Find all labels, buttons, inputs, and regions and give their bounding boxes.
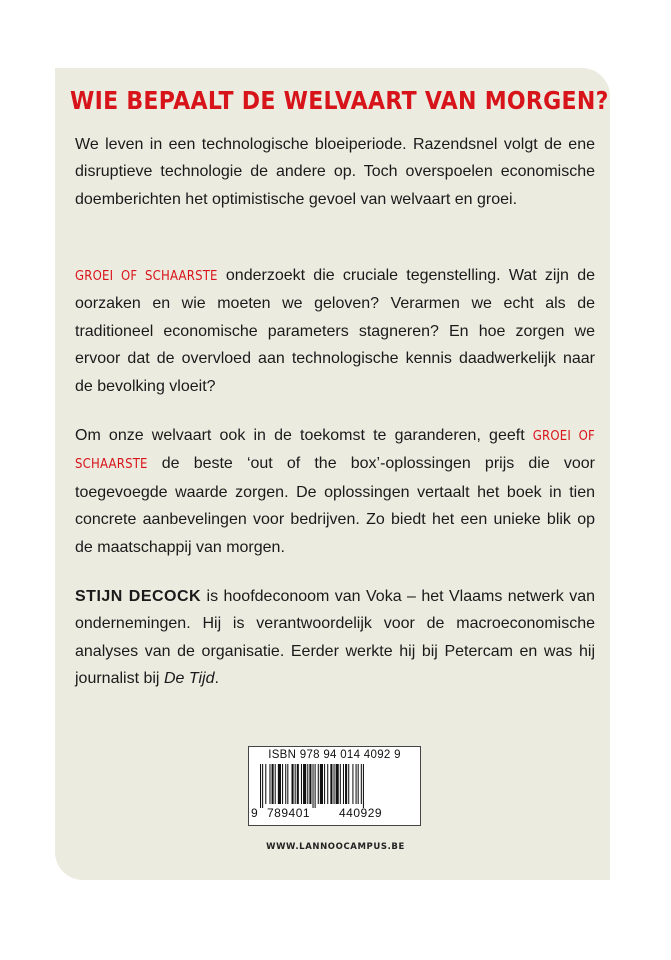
barcode-bar bbox=[265, 764, 266, 804]
barcode-bar bbox=[336, 764, 339, 804]
barcode-bar bbox=[282, 764, 283, 804]
barcode-bar bbox=[309, 764, 311, 804]
publisher-website: WWW.LANNOOCAMPUS.BE bbox=[266, 842, 405, 852]
author-bio-text: is hoofdeconoom van Voka – het Vlaams netwerk van ondernemingen. Hij is verantwoordelijk voor de macroeconomische analyses van de organisatie. Eerder werkte hij bij Petercam en was hij journalist bij bbox=[75, 588, 596, 688]
barcode-bar bbox=[330, 764, 332, 804]
barcode-bar bbox=[356, 764, 357, 804]
barcode-bar bbox=[285, 764, 286, 804]
barcode-left-digits: 789401 bbox=[267, 806, 311, 820]
barcode-bar bbox=[313, 764, 314, 808]
barcode-bar bbox=[260, 764, 261, 808]
barcode-bars bbox=[260, 764, 410, 808]
headline: WIE BEPAALT DE WELVAART VAN MORGEN? bbox=[70, 86, 609, 115]
barcode-bar bbox=[320, 764, 323, 804]
newspaper-name: De Tijd bbox=[163, 670, 215, 688]
barcode-bar bbox=[315, 764, 316, 808]
intro-paragraph: We leven in een technologische bloeiperiode. Razendsnel volgt de ene disruptieve technologie de andere op. Toch overspoelen economische doemberichten het optimistische gevoel van welvaart en groei. bbox=[75, 136, 595, 208]
author-bio-paragraph bbox=[75, 583, 595, 693]
barcode-bar bbox=[275, 764, 276, 804]
barcode-lead-digit: 9 bbox=[251, 806, 259, 820]
barcode-bar bbox=[334, 764, 335, 804]
barcode-bar bbox=[278, 764, 281, 804]
question-paragraph bbox=[75, 262, 595, 400]
barcode-bar bbox=[272, 764, 274, 804]
barcode-bar bbox=[361, 764, 362, 804]
barcode-bar bbox=[352, 764, 353, 804]
solutions-paragraph bbox=[75, 422, 595, 561]
barcode-bar bbox=[348, 764, 349, 804]
barcode-bar bbox=[324, 764, 325, 804]
barcode-bar bbox=[295, 764, 296, 804]
barcode-bar bbox=[327, 764, 328, 804]
solutions-text-after: de beste ‘out of the box’-oplossingen prijs die voor toegevoegde waarde zorgen. De oplossingen vertaalt het boek in tien concrete aanbevelingen voor bedrijven. Zo biedt het een unieke blik op de maatschappij van morgen. bbox=[75, 455, 595, 556]
barcode-bar bbox=[297, 764, 299, 804]
barcode-bar bbox=[345, 764, 347, 804]
barcode-right-digits: 440929 bbox=[339, 806, 383, 820]
isbn-barcode bbox=[248, 746, 421, 826]
question-text: onderzoekt die cruciale tegenstelling. Wat zijn de oorzaken en wie moeten we geloven? Verarmen we echt als de traditioneel economische parameters stagneren? En hoe zorgen we ervoor dat de overvloed aan technologische kennis daadwerkelijk naar de bevolking vloeit? bbox=[75, 267, 595, 395]
author-name: STIJN DECOCK bbox=[75, 588, 202, 605]
author-bio-end: . bbox=[214, 670, 219, 688]
barcode-bar bbox=[301, 764, 302, 804]
barcode-bar bbox=[363, 764, 364, 808]
barcode-bar bbox=[343, 764, 344, 804]
isbn-number: ISBN 978 94 014 4092 9 bbox=[268, 749, 401, 761]
barcode-bar bbox=[307, 764, 308, 804]
book-title-inline: GROEI OF SCHAARSTE bbox=[75, 269, 218, 284]
barcode-bar bbox=[318, 764, 319, 804]
barcode-bar bbox=[287, 764, 288, 804]
barcode-bar bbox=[340, 764, 341, 804]
barcode-bar bbox=[292, 764, 294, 804]
solutions-text-before: Om onze welvaart ook in de toekomst te garanderen, geeft bbox=[75, 427, 533, 444]
barcode-bar bbox=[358, 764, 359, 804]
book-title-inline: GROEI OF SCHAARSTE bbox=[75, 429, 595, 473]
barcode-bar bbox=[269, 764, 270, 804]
barcode-bar bbox=[303, 764, 306, 804]
barcode-bar bbox=[262, 764, 263, 808]
